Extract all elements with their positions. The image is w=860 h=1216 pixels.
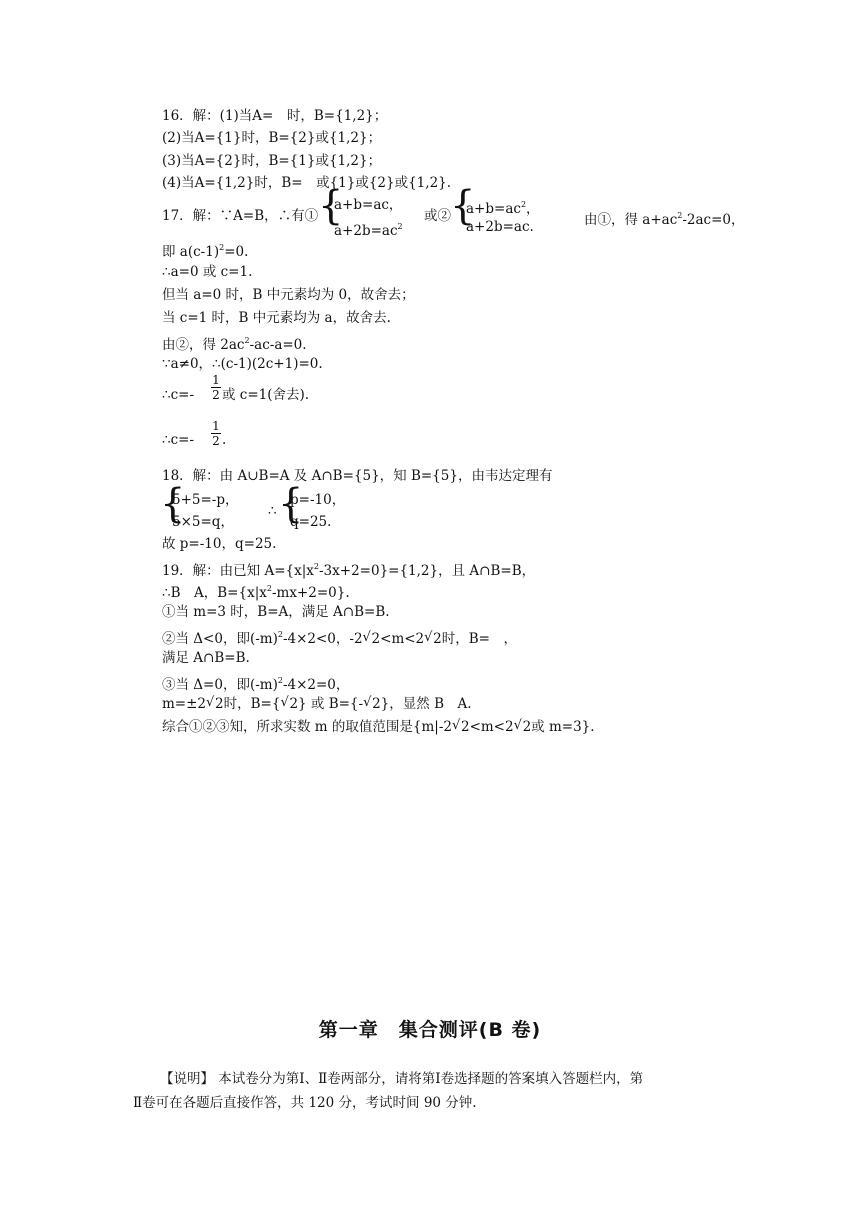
q19-line6: ③当 Δ=0，即$(-m)^2-4\times 2=0$， (162, 676, 350, 693)
sqrt-symbol: √ 2或 m=3}. (514, 719, 595, 735)
section-title: 第一章 集合测评(B 卷) (318, 1019, 542, 1041)
q17-sys2-a: $a+b=ac^2$， (466, 200, 540, 217)
q18-line1: 18．解：由 A∪B=A 及 A∩B={5}，知 B={5}，由韦达定理有 (162, 468, 553, 484)
section-note-line2: Ⅱ卷可在各题后直接作答，共 120 分，考试时间 90 分钟. (133, 1095, 477, 1111)
q19-line2: ∴B A，$B=\{x|x^2-mx+2=0\}$. (162, 584, 350, 601)
q16-line1: 16．解：(1)当A= 时，B={1,2}； (162, 108, 388, 124)
q17-tail: 由①，得 $a+ac^2-2ac=0$， (584, 211, 745, 228)
q18-sys1-a: 5+5=-p， (172, 492, 239, 508)
fraction-one-half: 1 2 (212, 419, 220, 448)
q16-line3: (3)当A={2}时，B={1}或{1,2}； (162, 153, 382, 169)
q19-line3: ①当 m=3 时，B=A，满足 A∩B=B. (162, 604, 390, 620)
q16-line2: (2)当A={1}时，B={2}或{1,2}； (162, 130, 382, 146)
brace-left: { (160, 481, 186, 527)
section-note-line1: 【说明】 本试卷分为第Ⅰ、Ⅱ卷两部分，请将第Ⅰ卷选择题的答案填入答题栏内，第 (160, 1071, 644, 1087)
q17-line4: 但当 a=0 时，B 中元素均为 0，故舍去； (162, 287, 415, 303)
q17-line8-b: 或 c=1(舍去). (222, 387, 310, 403)
q18-sys1-b: 5×5=q， (172, 514, 234, 530)
q17-line3: ∴a=0 或 c=1. (162, 264, 253, 280)
sqrt-symbol: √ 2<m<2 (452, 719, 514, 735)
sqrt-symbol: √ 2} 或 B={- (280, 696, 363, 712)
sqrt-symbol: √ 2<m<2 (363, 631, 425, 647)
q17-line9-b: . (222, 432, 227, 448)
q17-lead: 17．解：∵A=B，∴有① (162, 208, 319, 224)
sqrt-symbol: √ 2时，B= ， (424, 631, 517, 647)
brace-left: { (278, 481, 304, 527)
q17-line8-a: ∴c=- (162, 387, 195, 403)
q16-line4: (4)当A={1,2}时，B= 或{1}或{2}或{1,2}. (162, 175, 452, 191)
q19-line4: ②当 Δ<0，即$(-m)^2-4\times 2<0$，-2√ 2<m<2√ 2时，B= ， (162, 627, 517, 647)
q19-line5: 满足 A∩B=B. (162, 650, 250, 666)
fraction-one-half: 1 2 (212, 373, 220, 402)
q17-line2: 即 $a(c-1)^2=0$. (162, 243, 249, 260)
brace-left: { (450, 183, 476, 229)
q17-line9-a: ∴c=- (162, 432, 195, 448)
q17-sys2-b: a+2b=ac. (466, 219, 534, 235)
q17-line6: 由②，得 $2ac^2-ac-a=0$. (162, 336, 307, 353)
q17-line7: ∵a≠0，∴(c-1)(2c+1)=0. (162, 356, 323, 372)
q17-sys1-b: $a+2b=ac^2$ (334, 222, 403, 239)
q18-sys2-b: q=25. (290, 514, 332, 530)
q18-sys2-a: p=-10， (290, 492, 346, 508)
brace-left: { (318, 183, 344, 229)
q17-sys1-a: a+b=ac， (334, 197, 403, 213)
q17-line5: 当 c=1 时，B 中元素均为 a，故舍去. (162, 310, 391, 326)
sqrt-symbol: √ 2时，B={ (206, 696, 280, 712)
q19-line1: 19．解：由已知 $A=\{x|x^2-3x+2=0\}=\{1,2\}$，且 A∩B=B， (162, 562, 536, 579)
q18-therefore: ∴ (268, 503, 277, 519)
q19-line7: m=±2√ 2时，B={√ 2} 或 B={-√ 2}，显然 B A. (162, 696, 472, 712)
q19-line8: 综合①②③知，所求实数 m 的取值范围是{m|-2√ 2<m<2√ 2或 m=3}. (162, 719, 595, 735)
q17-or2: 或② (424, 208, 451, 224)
q18-line4: 故 p=-10，q=25. (162, 536, 277, 552)
sqrt-symbol: √ 2}，显然 B A. (363, 696, 471, 712)
